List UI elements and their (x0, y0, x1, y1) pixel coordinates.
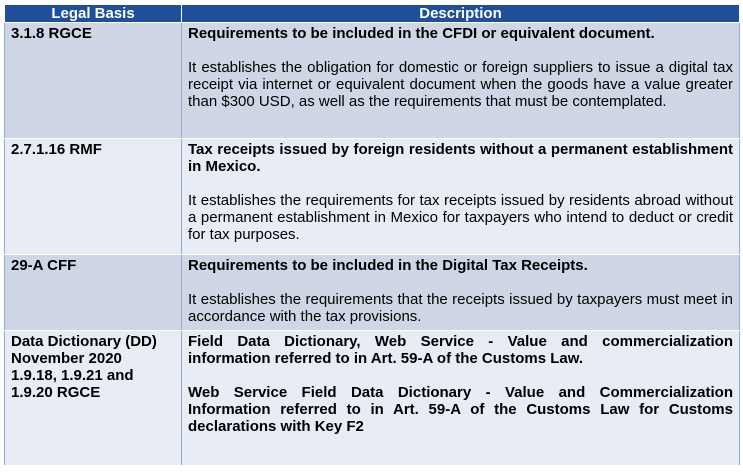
description-body: Web Service Field Data Dictionary - Value and Commercialization Information referred to in Art. 59-A of the Customs Law for Customs declarations with Key F2 (188, 384, 733, 435)
legal-basis-table (4, 4, 740, 466)
description-cell (182, 255, 740, 331)
legal-basis-table-container (4, 4, 739, 466)
table-header-row (5, 5, 740, 23)
description-body: It establishes the requirements that the receipts issued by taxpayers must meet in accordance with the tax provisions. (188, 291, 733, 325)
description-cell (182, 331, 740, 466)
header-description: Description (182, 5, 740, 23)
description-body: It establishes the requirements for tax receipts issued by residents abroad without a permanent establishment in Mexico for taxpayers who intend to deduct or credit for tax purposes. (188, 192, 733, 243)
description-title: Requirements to be included in the CFDI or equivalent document. (188, 25, 655, 42)
description-cell (182, 23, 740, 139)
legal-basis-text: 29-A CFF (11, 257, 77, 274)
description-title: Field Data Dictionary, Web Service - Value and commercialization information referred to in Art. 59-A of the Customs Law. (188, 333, 733, 367)
description-body: It establishes the obligation for domestic or foreign suppliers to issue a digital tax receipt via internet or equivalent document when the goods have a value greater than $300 USD, as well as the requirements that must be contemplated. (188, 59, 733, 110)
table-row (5, 23, 740, 139)
legal-basis-cell (5, 23, 182, 139)
description-cell (182, 139, 740, 255)
legal-basis-text: 3.1.8 RGCE (11, 25, 92, 42)
legal-basis-text: 1.9.18, 1.9.21 and 1.9.20 RGCE (11, 367, 134, 401)
table-row (5, 139, 740, 255)
legal-basis-text: 2.7.1.16 RMF (11, 141, 102, 158)
legal-basis-cell (5, 331, 182, 466)
legal-basis-cell (5, 139, 182, 255)
description-title: Requirements to be included in the Digital Tax Receipts. (188, 257, 588, 274)
description-title: Tax receipts issued by foreign residents without a permanent establishment in Mexico. (188, 141, 733, 175)
legal-basis-text: Data Dictionary (DD) November 2020 (11, 333, 157, 367)
table-row (5, 255, 740, 331)
table-row (5, 331, 740, 466)
header-legal-basis: Legal Basis (5, 5, 182, 23)
legal-basis-cell (5, 255, 182, 331)
